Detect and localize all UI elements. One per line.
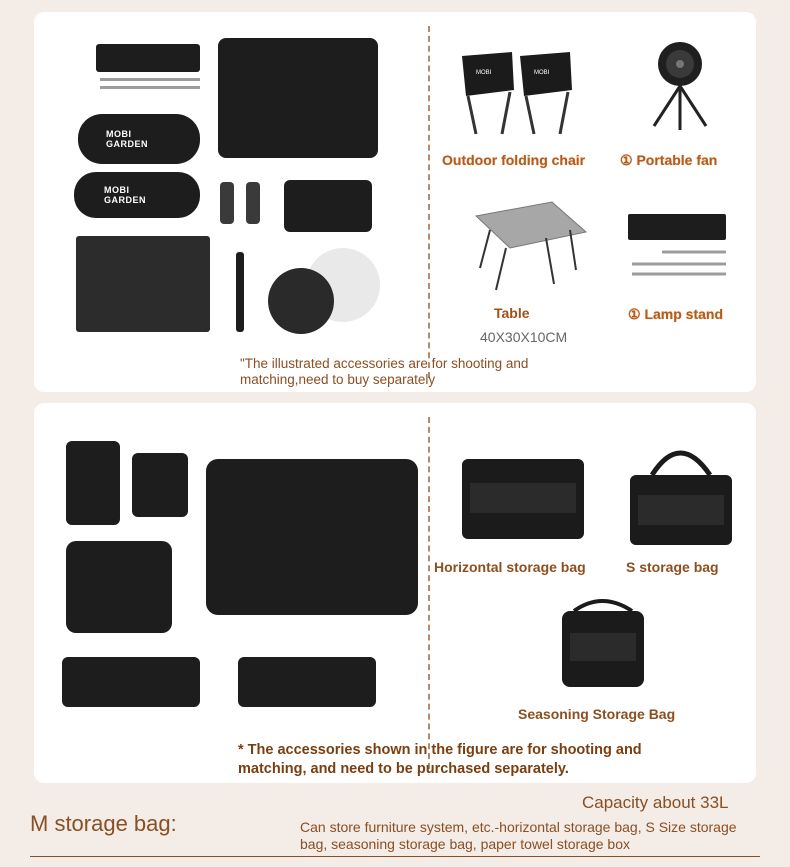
lamp-part-image [220, 182, 234, 224]
brand-logo: MOBI GARDEN [106, 129, 149, 149]
lamp-pole-image [100, 86, 200, 89]
product-description: Can store furniture system, etc.-horizontal storage bag, S Size storage bag, seasoning storage bag, paper towel storage box [300, 819, 737, 852]
accessories-note: "The illustrated accessories are for shooting and matching,need to buy separately [240, 356, 529, 387]
storage-bag-icon [560, 595, 646, 689]
horizontal-bag-image [62, 657, 200, 707]
m-storage-bag-image [206, 459, 418, 615]
horizontal-bag-image [238, 657, 376, 707]
small-storage-bag-image [284, 180, 372, 232]
lamp-pole-image [100, 78, 200, 81]
chair-icon [454, 46, 594, 136]
m-storage-bag-image [218, 38, 378, 158]
table-size-label: 40X30X10CM [480, 329, 568, 345]
brand-logo: MOBI GARDEN [104, 185, 147, 205]
chair-label: Outdoor folding chair [442, 152, 586, 168]
s-bag-label: S storage bag [626, 559, 719, 575]
panel-divider [428, 417, 430, 769]
storage-bag-icon [626, 435, 736, 547]
svg-text:MOBI: MOBI [534, 70, 550, 76]
lamp-stand-case-image [96, 44, 200, 72]
s-storage-bag-image [66, 541, 172, 633]
horizontal-bag-label: Horizontal storage bag [434, 559, 586, 575]
fan-image [268, 268, 334, 334]
table-label: Table [494, 305, 530, 321]
tripod-image [236, 252, 244, 332]
footer-divider [30, 856, 760, 857]
storage-bag-icon [460, 453, 588, 543]
table-icon [470, 198, 590, 294]
accessories-note: * The accessories shown in the figure are for shooting and matching, and need to be purchased separately. [238, 742, 642, 777]
folded-table-image [76, 236, 210, 332]
lamp-part-image [246, 182, 260, 224]
svg-text:MOBI: MOBI [476, 70, 492, 76]
fan-label: ① Portable fan [620, 152, 718, 168]
chair-bag-image [78, 114, 200, 164]
lamp-stand-icon [626, 208, 736, 288]
accessories-panel-bottom [34, 403, 756, 783]
lamp-stand-label: ① Lamp stand [628, 306, 724, 322]
chair-bag-image [74, 172, 200, 218]
product-title: M storage bag: [30, 811, 177, 836]
seasoning-bag-label: Seasoning Storage Bag [518, 706, 676, 722]
paper-towel-box-image [66, 441, 120, 525]
seasoning-bag-image [132, 453, 188, 517]
fan-icon [646, 40, 716, 130]
capacity-text: Capacity about 33L [582, 793, 729, 812]
panel-divider [428, 26, 430, 378]
accessories-panel-top [34, 12, 756, 392]
